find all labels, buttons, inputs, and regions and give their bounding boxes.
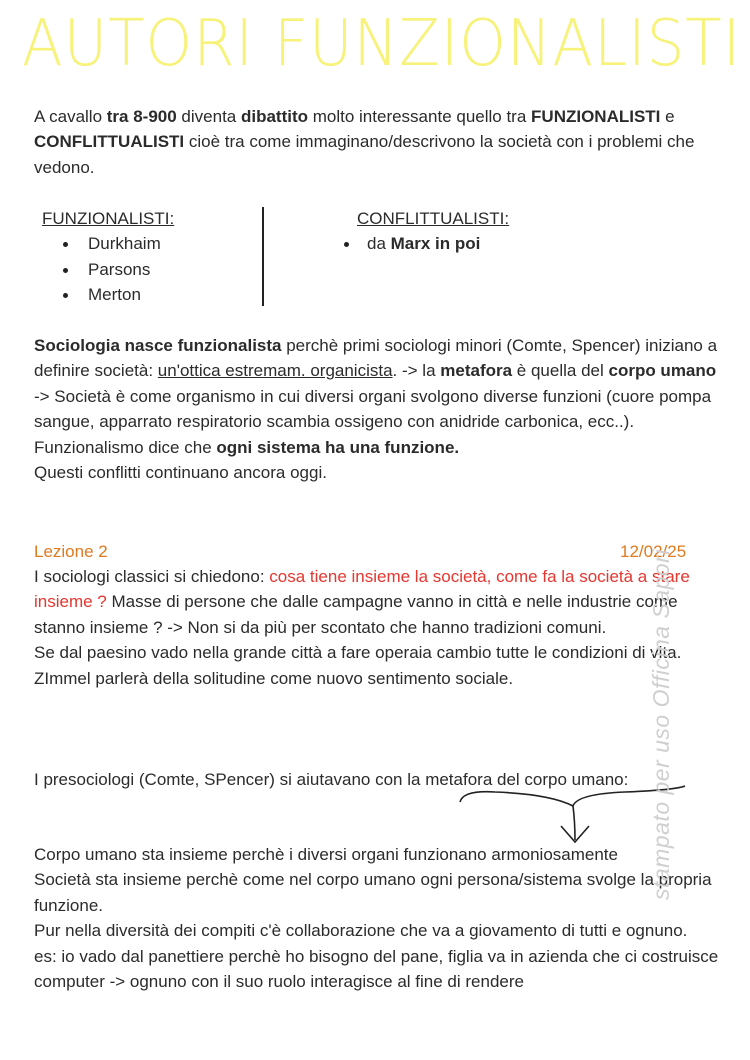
column-divider [262,207,264,306]
lesson-label: Lezione 2 [34,542,108,561]
paragraph-presociologi: I presociologi (Comte, SPencer) si aiutavano con la metafora del corpo umano: [34,770,629,789]
list-item: Parsons [88,260,151,279]
intro-paragraph: A cavallo tra 8-900 diventa dibattito molto interessante quello tra FUNZIONALISTI e CONFLITTUALISTI cioè tra come immaginano/descrivono la società con i problemi che vedono. [34,107,695,177]
conflittualisti-heading: CONFLITTUALISTI: [357,209,510,228]
list-item: Durkhaim [88,234,161,253]
funzionalisti-heading: FUNZIONALISTI: [42,209,175,228]
paragraph-lezione: I sociologi classici si chiedono: cosa tiene insieme la società, come fa la società a stare insieme ? Masse di persone che dalle campagne vanno in città e nelle industrie come stanno insieme ? -> Non si da più per scontato che hanno tradizioni comuni. Se dal paesino vado nella grande città a fare operaia cambio tutte le condizioni di vita. ZImmel parlerà della solitudine come nuovo sentimento sociale. [34,567,690,688]
paragraph-corpo-umano: Corpo umano sta insieme perchè i diversi organi funzionano armoniosamente Società sta insieme perchè come nel corpo umano ogni persona/sistema svolge la propria funzione. Pur nella diversità dei compiti c'è collaborazione che va a giovamento di tutti e ognuno. es: io vado dal panettiere perchè ho bisogno del pane, figlia va in azienda che ci costruisce computer -> ognuno con il suo ruolo interagisce al fine di rendere [34,845,719,992]
watermark: stampato per uso Officina Sapori [648,549,674,900]
bullet-icon [63,293,68,298]
bullet-icon [344,242,349,247]
page-title: AUTORI FUNZIONALISTI [22,7,742,81]
lesson-date: 12/02/25 [620,542,687,561]
bullet-icon [63,268,68,273]
paragraph-sociologia: Sociologia nasce funzionalista perchè primi sociologi minori (Comte, Spencer) iniziano a definire società: un'ottica estremam. organicista. -> la metafora è quella del corpo umano -> Società è come organismo in cui diversi organi svolgono diverse funzioni (cuore pompa sangue, apparrato respiratorio scambia ossigeno con anidride carbonica, ecc..). Funzionalismo dice che ogni sistema ha una funzione. Questi conflitti continuano ancora oggi. [34,336,718,483]
bullet-icon [63,242,68,247]
list-item: Merton [88,285,141,304]
list-item: da Marx in poi [367,234,481,253]
